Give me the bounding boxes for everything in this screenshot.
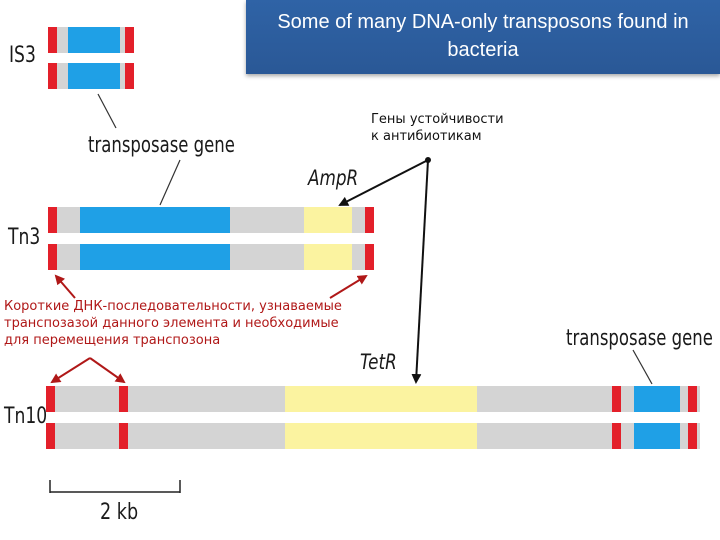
scale-bar bbox=[50, 480, 180, 493]
tn10-strand-bottom bbox=[46, 423, 700, 449]
is3-right-repeat-bottom bbox=[125, 63, 134, 89]
is3-right-repeat-top bbox=[125, 27, 134, 53]
tn10-label: Tn10 bbox=[4, 404, 48, 429]
is3-transposase-bottom bbox=[68, 63, 120, 89]
tn10-transposase-leader bbox=[633, 350, 652, 384]
tn10-is-right-repeat-1-bottom bbox=[612, 423, 621, 449]
tn10-element bbox=[46, 386, 700, 449]
repeats-annotation-line-2: транспозазой данного элемента и необходимые bbox=[4, 316, 339, 331]
tn3-label: Tn3 bbox=[8, 225, 41, 250]
tn10-is-right-repeat-2-bottom bbox=[688, 423, 697, 449]
scale-bar-label: 2 kb bbox=[100, 500, 139, 525]
tn10-strand-top bbox=[46, 386, 700, 412]
resistance-genes-annotation bbox=[371, 111, 504, 145]
is3-transposase-leader bbox=[98, 94, 116, 128]
tn3-ampr-top bbox=[304, 207, 352, 233]
tn3-left-repeat-bottom bbox=[48, 244, 57, 270]
transposase-gene-label-right: transposase gene bbox=[566, 326, 713, 351]
is3-strand-bottom bbox=[48, 63, 134, 89]
tn3-strand-bottom bbox=[48, 244, 374, 270]
tn3-left-repeat-top bbox=[48, 207, 57, 233]
tn3-transposase-top bbox=[80, 207, 230, 233]
tn3-right-repeat-top bbox=[365, 207, 374, 233]
title-line-1: Some of many DNA-only transposons found in bbox=[277, 11, 689, 33]
arrow-to-tn3-right-repeat bbox=[330, 276, 366, 298]
tn10-transposase-bottom bbox=[634, 423, 680, 449]
is3-element bbox=[48, 27, 134, 89]
tn3-transposase-leader bbox=[160, 160, 180, 205]
arrow-to-tn10-left-repeat-2 bbox=[90, 358, 124, 382]
is3-label: IS3 bbox=[9, 43, 36, 68]
tetr-label: TetR bbox=[360, 350, 397, 374]
is3-left-repeat-bottom bbox=[48, 63, 57, 89]
is3-strand-top bbox=[48, 27, 134, 53]
tn3-ampr-bottom bbox=[304, 244, 352, 270]
tn10-is-left-repeat-1-top bbox=[46, 386, 55, 412]
ampr-label: AmpR bbox=[308, 166, 359, 190]
tn10-tetr-bottom bbox=[285, 423, 477, 449]
tn10-is-left-repeat-2-top bbox=[119, 386, 128, 412]
arrow-to-tn10-left-repeat-1 bbox=[52, 358, 90, 382]
is3-transposase-top bbox=[68, 27, 120, 53]
is3-left-repeat-top bbox=[48, 27, 57, 53]
tn10-is-left-repeat-2-bottom bbox=[119, 423, 128, 449]
tn3-right-repeat-bottom bbox=[365, 244, 374, 270]
tn10-tetr-top bbox=[285, 386, 477, 412]
tn3-element bbox=[48, 207, 374, 270]
tn3-transposase-bottom bbox=[80, 244, 230, 270]
tn10-is-right-repeat-2-top bbox=[688, 386, 697, 412]
title-line-2: bacteria bbox=[447, 39, 519, 61]
tn10-transposase-top bbox=[634, 386, 680, 412]
repeats-annotation-line-3: для перемещения транспозона bbox=[4, 333, 221, 348]
terminal-repeats-annotation bbox=[4, 298, 342, 349]
repeats-annotation-line-1: Короткие ДНК-последовательности, узнаваемые bbox=[4, 299, 342, 314]
arrow-to-tetr bbox=[416, 160, 428, 382]
resistance-annotation-line-1: Гены устойчивости bbox=[371, 112, 504, 127]
tn10-is-right-repeat-1-top bbox=[612, 386, 621, 412]
arrow-to-tn3-left-repeat bbox=[56, 276, 75, 298]
tn3-strand-top bbox=[48, 207, 374, 233]
tn10-is-left-repeat-1-bottom bbox=[46, 423, 55, 449]
resistance-annotation-line-2: к антибиотикам bbox=[371, 129, 482, 144]
transposase-gene-label-top: transposase gene bbox=[88, 133, 235, 158]
